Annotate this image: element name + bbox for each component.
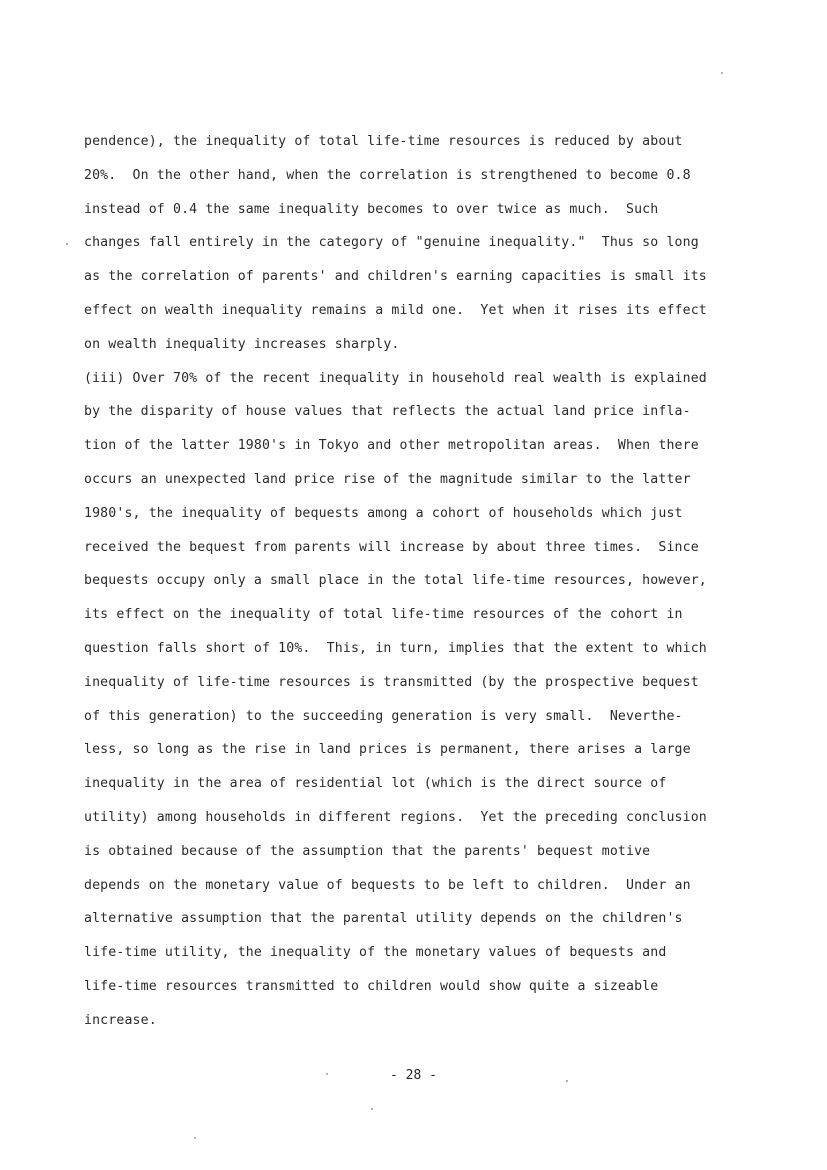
scan-speck (66, 243, 68, 245)
text-line: utility) among households in different regions. Yet the preceding conclusion (84, 809, 707, 825)
text-line: bequests occupy only a small place in the total life-time resources, however, (84, 573, 707, 589)
text-line: (iii) Over 70% of the recent inequality in household real wealth is explained (84, 370, 707, 386)
text-line: less, so long as the rise in land prices is permanent, there arises a large (84, 742, 691, 758)
text-line: instead of 0.4 the same inequality becomes to over twice as much. Such (84, 201, 659, 217)
text-line: its effect on the inequality of total life-time resources of the cohort in (84, 607, 683, 623)
text-line: 1980's, the inequality of bequests among a cohort of households which just (84, 505, 683, 521)
text-line: inequality of life-time resources is transmitted (by the prospective bequest (84, 674, 699, 690)
text-line: received the bequest from parents will increase by about three times. Since (84, 539, 699, 555)
text-line: increase. (84, 1012, 157, 1028)
page-number: - 28 - (390, 1068, 437, 1083)
text-line: is obtained because of the assumption that the parents' bequest motive (84, 843, 651, 859)
text-line: of this generation) to the succeeding generation is very small. Neverthe- (84, 708, 683, 724)
body-text (84, 125, 784, 1038)
scan-speck (721, 72, 723, 74)
scan-speck (194, 1137, 196, 1139)
text-line: effect on wealth inequality remains a mild one. Yet when it rises its effect (84, 302, 707, 318)
text-line: life-time resources transmitted to children would show quite a sizeable (84, 978, 659, 994)
text-line: life-time utility, the inequality of the monetary values of bequests and (84, 945, 667, 961)
scan-speck (371, 1108, 373, 1110)
text-line: on wealth inequality increases sharply. (84, 336, 400, 352)
text-line: 20%. On the other hand, when the correlation is strengthened to become 0.8 (84, 167, 691, 183)
text-line: alternative assumption that the parental utility depends on the children's (84, 911, 683, 927)
text-line: occurs an unexpected land price rise of the magnitude similar to the latter (84, 471, 691, 487)
text-line: inequality in the area of residential lot (which is the direct source of (84, 776, 667, 792)
text-line: tion of the latter 1980's in Tokyo and other metropolitan areas. When there (84, 438, 699, 454)
text-line: changes fall entirely in the category of "genuine inequality." Thus so long (84, 235, 699, 251)
text-line: by the disparity of house values that reflects the actual land price infla- (84, 404, 691, 420)
text-line: as the correlation of parents' and children's earning capacities is small its (84, 269, 707, 285)
text-line: depends on the monetary value of bequests to be left to children. Under an (84, 877, 691, 893)
text-line: question falls short of 10%. This, in turn, implies that the extent to which (84, 640, 707, 656)
text-line: pendence), the inequality of total life-time resources is reduced by about (84, 134, 683, 149)
